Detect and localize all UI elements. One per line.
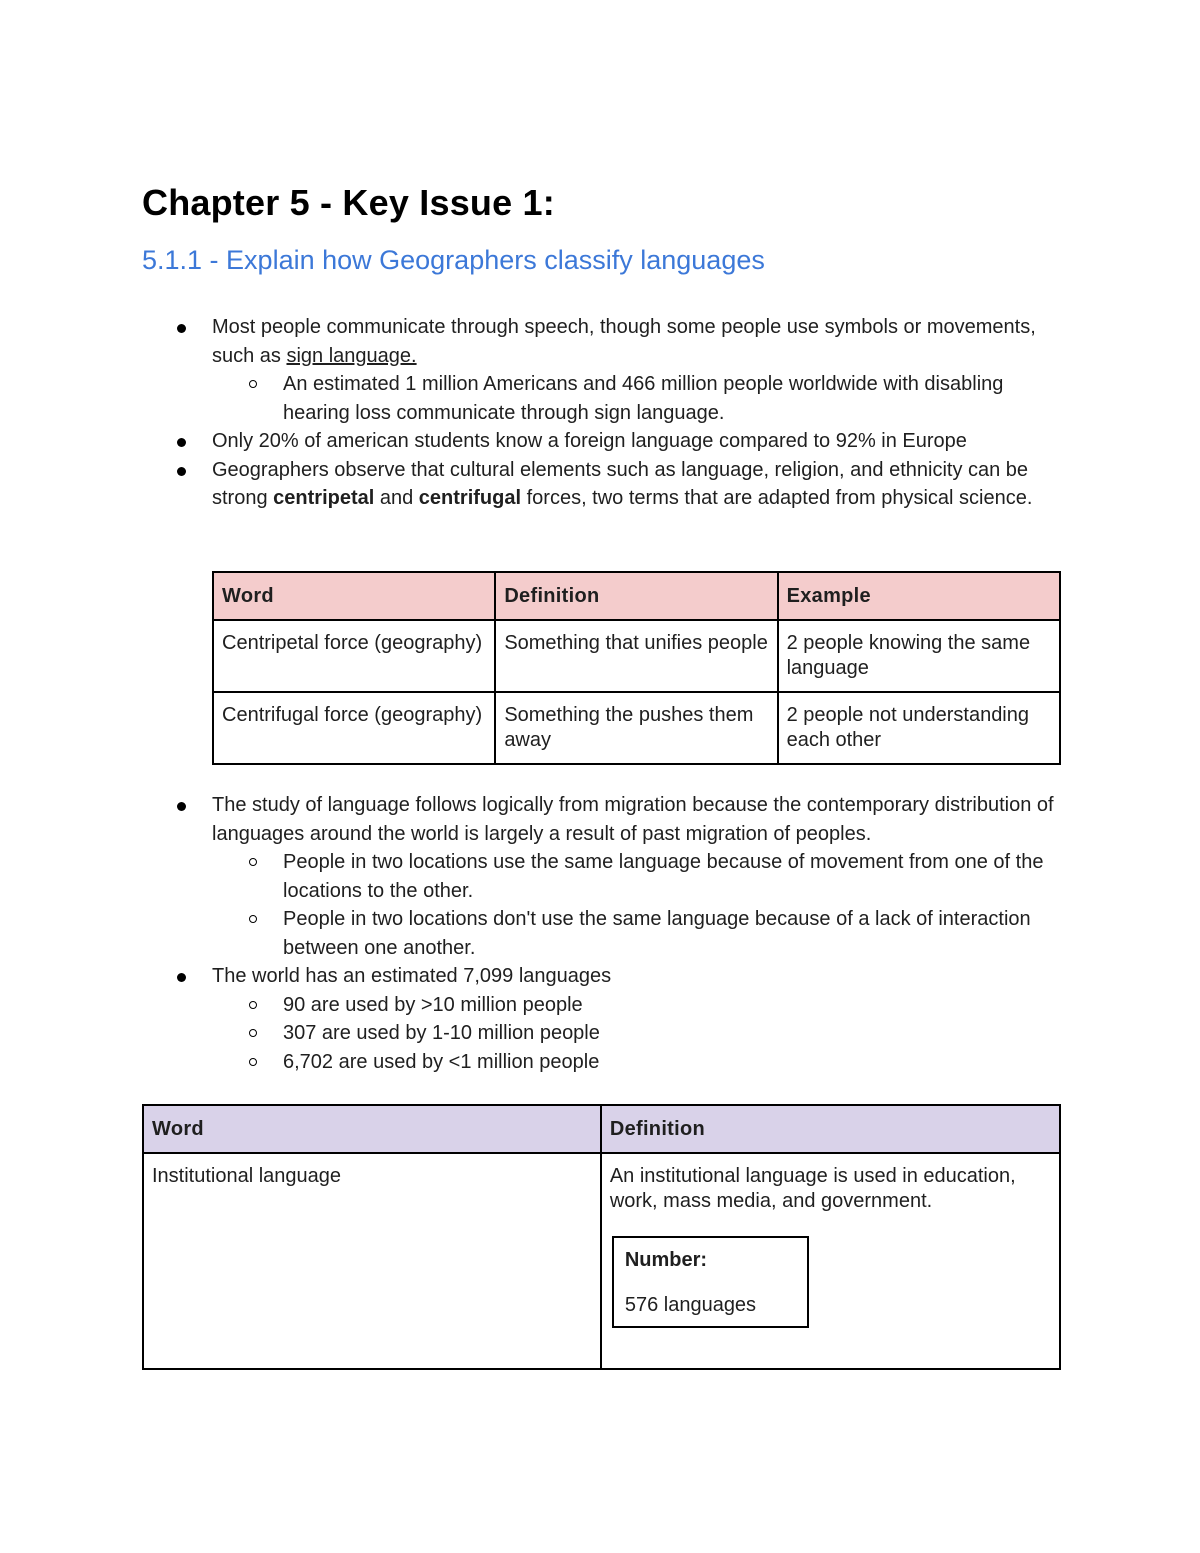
table-row: [143, 1153, 1060, 1369]
table-cell: Centrifugal force (geography): [213, 692, 495, 764]
table-header-row: [143, 1105, 1060, 1153]
number-label: Number:: [624, 1249, 708, 1271]
number-box: [612, 1236, 809, 1328]
chapter-title: Chapter 5 - Key Issue 1:: [142, 182, 555, 223]
bullet-text: 6,702 are used by <1 million people: [283, 1050, 600, 1073]
table-header: Word: [213, 572, 495, 620]
list-item: [0, 991, 1073, 1020]
table-cell: Something the pushes them away: [495, 692, 777, 764]
list-item: [0, 905, 1073, 962]
bullet-text: Geographers observe that cultural elements such as language, religion, and ethnicity can be strong: [212, 458, 1029, 509]
bullet-text: The study of language follows logically from migration because the contemporary distribution of languages around the world is largely a result of past migration of peoples.: [212, 794, 1054, 845]
institutional-language-table: [142, 1104, 1061, 1370]
table-header: Definition: [495, 572, 777, 620]
list-item: [0, 456, 1072, 513]
bullet-text: Only 20% of american students know a foreign language compared to 92% in Europe: [212, 430, 967, 452]
term-centripetal: centripetal: [273, 487, 375, 509]
bullet-list-1: [0, 313, 1200, 513]
bullet-text: and: [374, 487, 419, 509]
section-heading: 5.1.1 - Explain how Geographers classify languages: [142, 245, 765, 275]
definition-text: An institutional language is used in education, work, mass media, and government.: [609, 1165, 1016, 1212]
list-item: [0, 962, 1072, 991]
table-header-row: [213, 572, 1060, 620]
bullet-text: The world has an estimated 7,099 languages: [212, 965, 612, 987]
forces-table: [212, 571, 1061, 765]
table-row: [213, 620, 1060, 692]
table-header: Example: [778, 572, 1060, 620]
list-item: [0, 848, 1073, 905]
table-cell: Institutional language: [143, 1153, 601, 1369]
table-cell: 2 people knowing the same language: [778, 620, 1060, 692]
bullet-text: 307 are used by 1-10 million people: [283, 1022, 600, 1044]
list-item: [0, 313, 1072, 370]
table-header: Definition: [601, 1105, 1060, 1153]
table-cell: Centripetal force (geography): [213, 620, 495, 692]
bullet-list-2: [0, 791, 1200, 1076]
table-cell: Something that unifies people: [495, 620, 777, 692]
list-item: [0, 791, 1072, 848]
table-row: [213, 692, 1060, 764]
table-header: Word: [143, 1105, 601, 1153]
bullet-text: An estimated 1 million Americans and 466 million people worldwide with disabling hearing loss communicate through sign language.: [283, 373, 1004, 424]
bullet-text: forces, two terms that are adapted from physical science.: [521, 487, 1033, 509]
number-value: 576 languages: [624, 1294, 757, 1316]
list-item: [0, 1048, 1073, 1077]
list-item: [0, 427, 1072, 456]
bullet-text: People in two locations don't use the same language because of a lack of interaction between one another.: [283, 908, 1031, 959]
list-item: [0, 1019, 1073, 1048]
table-cell: [601, 1153, 1060, 1369]
list-item: [0, 370, 1073, 427]
term-centrifugal: centrifugal: [418, 487, 522, 509]
bullet-text: 90 are used by >10 million people: [283, 993, 583, 1016]
sign-language-link[interactable]: sign language.: [286, 344, 417, 367]
table-cell: 2 people not understanding each other: [778, 692, 1060, 764]
bullet-text: People in two locations use the same language because of movement from one of the locations to the other.: [283, 851, 1044, 902]
bullet-text: Most people communicate through speech, though some people use symbols or movements, such as: [212, 316, 1036, 367]
